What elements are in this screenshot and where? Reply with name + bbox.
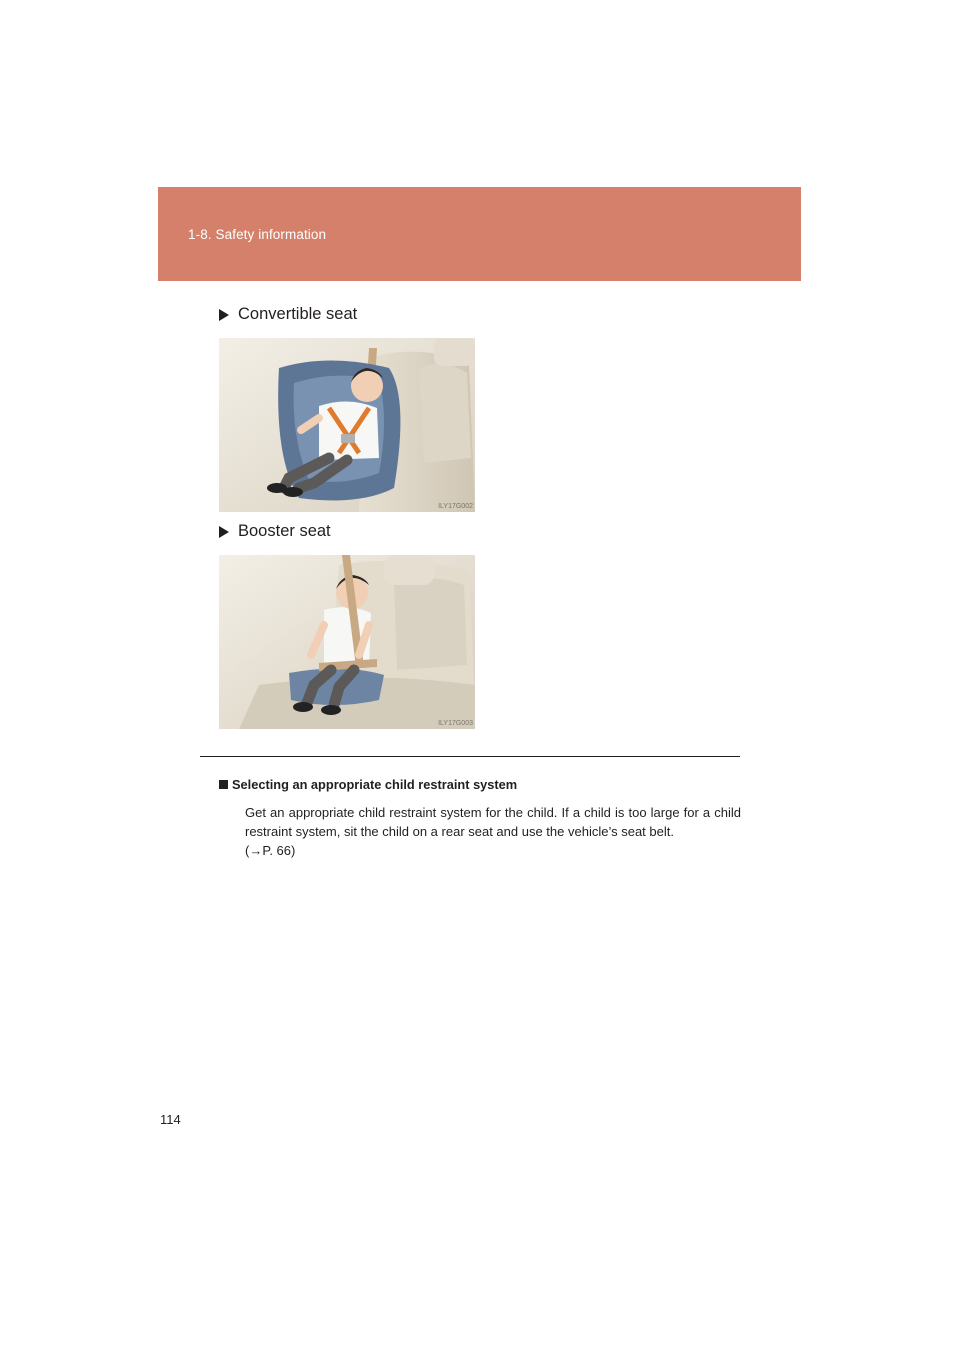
note-heading <box>219 777 517 792</box>
illustration-code: ILY17G002 <box>438 503 473 510</box>
note-body <box>245 803 741 860</box>
triangle-bullet-icon <box>219 526 229 538</box>
section-header-band <box>158 187 801 281</box>
item-label-booster-seat <box>219 522 331 541</box>
booster-seat-picture <box>219 555 475 729</box>
note-body-text: Get an appropriate child restraint system for the child. If a child is too large for a child restraint system, sit the child on a rear seat and use the vehicle’s seat belt. <box>245 805 741 839</box>
convertible-seat-illustration <box>219 338 475 512</box>
item-label-convertible-seat <box>219 305 357 324</box>
item-label-text: Convertible seat <box>238 305 358 323</box>
illustration-code: ILY17G003 <box>438 720 473 727</box>
triangle-bullet-icon <box>219 309 229 321</box>
booster-seat-illustration <box>219 555 475 729</box>
page-reference-link[interactable]: (→P. 66) <box>245 843 296 858</box>
note-heading-text: Selecting an appropriate child restraint system <box>232 777 518 792</box>
page-number: 114 <box>160 1112 181 1127</box>
convertible-seat-picture <box>219 338 475 512</box>
section-title: 1-8. Safety information <box>188 227 327 242</box>
section-divider <box>200 756 740 757</box>
square-bullet-icon <box>219 780 228 789</box>
item-label-text: Booster seat <box>238 522 331 540</box>
